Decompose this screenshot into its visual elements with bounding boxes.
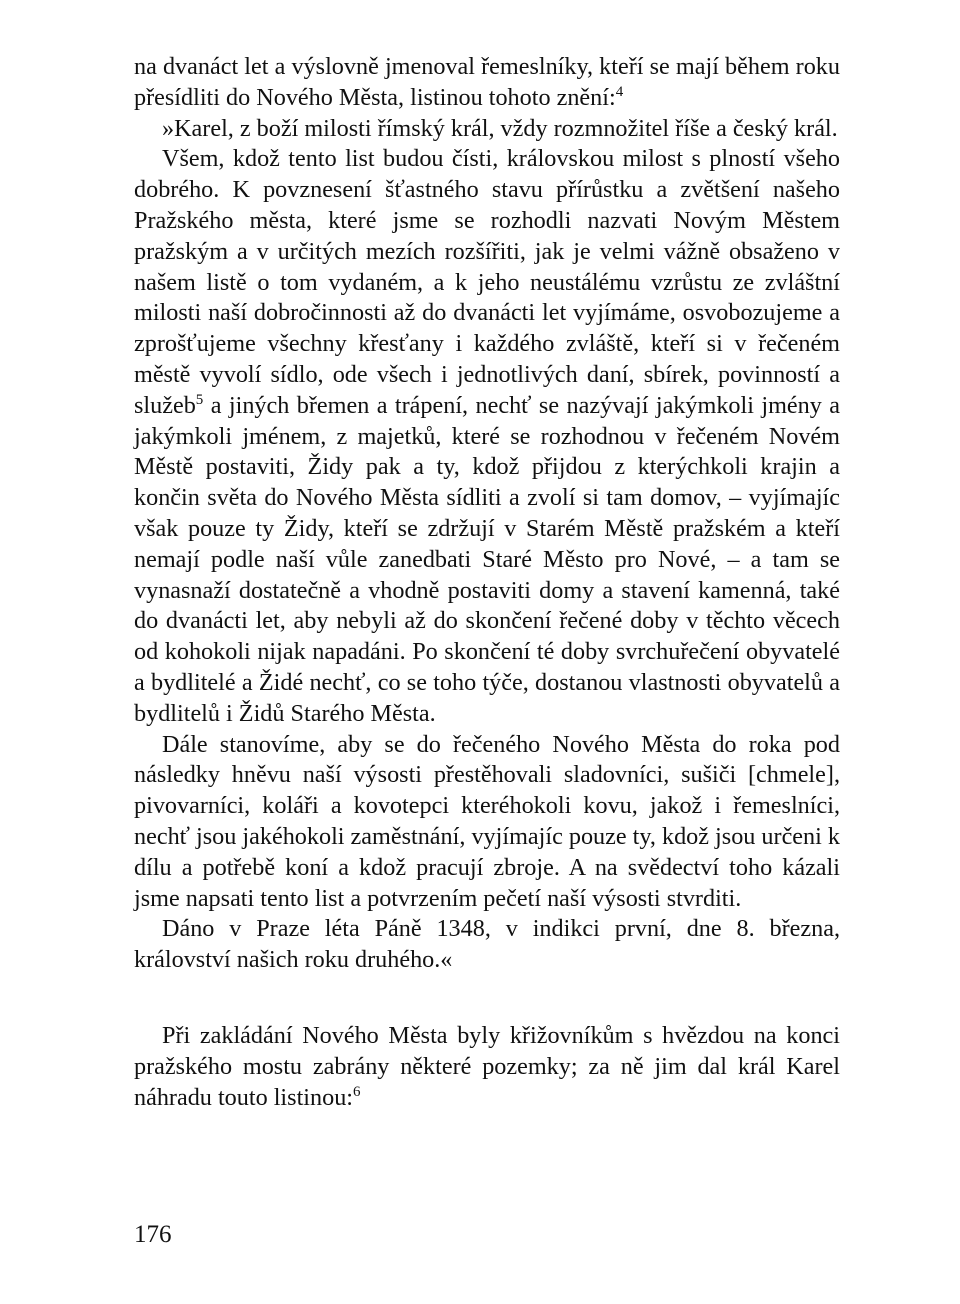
paragraph-4-text: Dále stanovíme, aby se do řečeného Nového Města do roka pod následky hněvu naší výsosti přestěhovali sladovníci, sušiči [chmele], pivovarníci, koláři a kovotepci kteréhokoli kovu, jakož i řemeslníci, nechť jsou jakéhokoli zaměstnání, vyjímajíc pouze ty, kdož jsou určeni k dílu a potřebě koní a kdož pracují zbroje. A na svědectví toho kázali jsme napsati tento list a potvrzením pečetí naší výsosti stvrditi. <box>134 730 840 912</box>
footnote-ref-4[interactable]: 4 <box>615 83 624 100</box>
paragraph-3-text-a: Všem, kdož tento list budou čísti, královskou milost s plností všeho dobrého. K povznesení šťastného stavu přírůstku a zvětšení našeho Pražského města, které jsme se rozhodli nazvati Novým Městem pražským a v určitých mezích rozšířiti, jak je velmi vážně obsaženo v našem listě o tom vydaném, a k jeho neustálému vzrůstu ze zvláštní milosti naší dobročinnosti až do dvanácti let vyjímáme, osvobozujeme a zprošťujeme všechny křesťany i každého zvláště, kteří si v řečeném městě vyvolí sídlo, ode všech i jednotlivých daní, sbírek, povinností a služeb <box>134 145 840 419</box>
paragraph-1-text: na dvanáct let a výslovně jmenoval řemeslníky, kteří se mají během roku přesídliti do Nového Města, listinou tohoto znění: <box>134 53 840 111</box>
page-body <box>134 52 840 1113</box>
paragraph-1 <box>134 52 840 114</box>
paragraph-4 <box>134 730 840 915</box>
paragraph-5 <box>134 914 840 976</box>
paragraph-6 <box>134 1021 840 1113</box>
paragraph-6-text: Při zakládání Nového Města byly křižovníkům s hvězdou na konci pražského mostu zabrány některé pozemky; za ně jim dal král Karel náhradu touto listinou: <box>134 1021 840 1111</box>
paragraph-2 <box>134 114 840 145</box>
paragraph-2-text: »Karel, z boží milosti římský král, vždy rozmnožitel říše a český král. <box>162 114 838 142</box>
paragraph-3-text-b: a jiných břemen a trápení, nechť se nazývají jakýmkoli jmény a jakýmkoli jménem, z majetků, které se rozhodnou v řečeném Novém Městě postaviti, Židy pak a ty, kdož přijdou z kterýchkoli krajin a končin světa do Nového Města sídliti a zvolí si tam domov, – vyjímajíc však pouze ty Židy, kteří se zdržují v Starém Městě pražském a kteří nemají podle naší vůle zanedbati Staré Město pro Nové, – a tam se vynasnaží dostatečně a vhodně postaviti domy a stavení kamenná, také do dvanácti let, aby nebyli až do skončení řečené doby v těchto věcech od kohokoli nijak napadáni. Po skončení té doby svrchuřečení obyvatelé a bydlitelé a Židé nechť, co se toho týče, dostanou vlastnosti obyvatelů a bydlitelů i Židů Starého Města. <box>134 391 840 727</box>
footnote-ref-5[interactable]: 5 <box>195 391 204 408</box>
paragraph-5-text: Dáno v Praze léta Páně 1348, v indikci první, dne 8. března, království našich roku druhého.« <box>134 915 840 974</box>
paragraph-3 <box>134 144 840 729</box>
page-number: 176 <box>134 1221 172 1248</box>
footnote-ref-6[interactable]: 6 <box>353 1083 361 1100</box>
